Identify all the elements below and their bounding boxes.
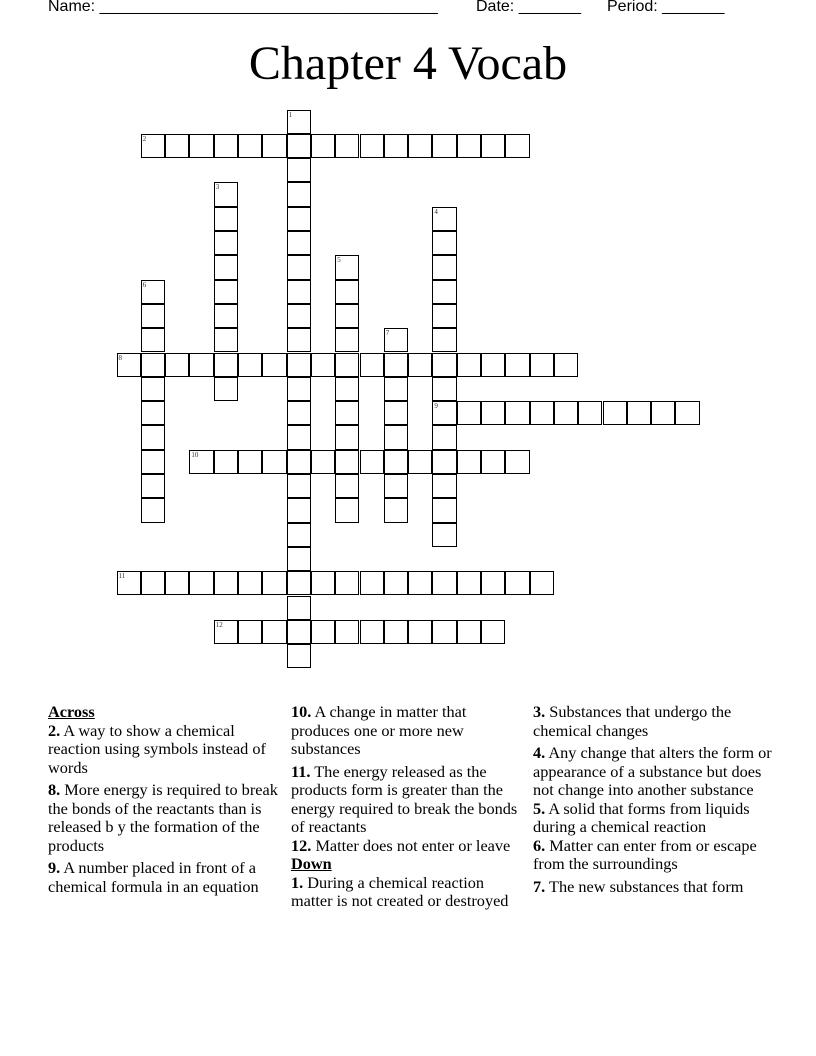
crossword-cell[interactable]: [505, 353, 529, 377]
crossword-cell[interactable]: [141, 328, 165, 352]
crossword-cell[interactable]: [165, 571, 189, 595]
date-field-label: Date: _______: [476, 0, 581, 15]
clue-number-label: 5: [337, 256, 341, 265]
clue-number-label: 6: [142, 280, 147, 289]
crossword-cell[interactable]: [238, 134, 262, 158]
clue-number-label: 9: [434, 402, 438, 411]
crossword-cell[interactable]: [432, 377, 456, 401]
clues-column-3: [533, 703, 773, 900]
crossword-cell[interactable]: [311, 571, 335, 595]
clue-number-label: 11: [118, 572, 126, 581]
crossword-cell[interactable]: [287, 110, 311, 134]
crossword-cell[interactable]: [335, 401, 359, 425]
crossword-cell[interactable]: [335, 474, 359, 498]
crossword-cell[interactable]: [432, 280, 456, 304]
crossword-cell[interactable]: [384, 377, 408, 401]
clue-across-11: [291, 763, 521, 837]
crossword-cell[interactable]: [141, 498, 165, 522]
crossword-cell[interactable]: [117, 571, 141, 595]
crossword-cell[interactable]: [505, 401, 529, 425]
crossword-cell[interactable]: [432, 498, 456, 522]
crossword-cell[interactable]: [360, 450, 384, 474]
crossword-cell[interactable]: [214, 207, 238, 231]
crossword-cell[interactable]: [335, 620, 359, 644]
crossword-cell[interactable]: [432, 353, 456, 377]
clue-text: The energy released as the products form is greater than the energy required to break the bonds of reactants: [291, 761, 518, 836]
page-title: Chapter 4 Vocab: [248, 37, 568, 90]
crossword-cell[interactable]: [287, 255, 311, 279]
crossword-cell[interactable]: [432, 523, 456, 547]
crossword-cell[interactable]: [287, 596, 311, 620]
crossword-cell[interactable]: [141, 474, 165, 498]
crossword-cell[interactable]: [141, 571, 165, 595]
crossword-cell[interactable]: [408, 450, 432, 474]
crossword-cell[interactable]: [311, 450, 335, 474]
crossword-cell[interactable]: [360, 353, 384, 377]
crossword-cell[interactable]: [384, 474, 408, 498]
crossword-cell[interactable]: [287, 182, 311, 206]
crossword-cell[interactable]: [384, 353, 408, 377]
crossword-cell[interactable]: [384, 401, 408, 425]
clue-number: 12.: [291, 835, 312, 855]
clue-number: 7.: [533, 876, 546, 896]
crossword-cell[interactable]: [311, 353, 335, 377]
clue-text: A way to show a chemical reaction using symbols instead of words: [48, 720, 266, 777]
crossword-cell[interactable]: [214, 182, 238, 206]
crossword-cell[interactable]: [141, 401, 165, 425]
crossword-cell[interactable]: [141, 134, 165, 158]
crossword-cell[interactable]: [287, 328, 311, 352]
crossword-cell[interactable]: [287, 353, 311, 377]
crossword-cell[interactable]: [335, 280, 359, 304]
crossword-cell[interactable]: [214, 134, 238, 158]
crossword-cell[interactable]: [214, 231, 238, 255]
crossword-cell[interactable]: [214, 255, 238, 279]
across-heading: Across: [48, 702, 95, 721]
crossword-cell[interactable]: [432, 304, 456, 328]
crossword-cell[interactable]: [287, 401, 311, 425]
clue-across-2: [48, 722, 284, 778]
crossword-cell[interactable]: [432, 425, 456, 449]
clue-number-label: 8: [118, 353, 122, 362]
clue-text: A number placed in front of a chemical formula in an equation: [48, 858, 259, 896]
crossword-cell[interactable]: [651, 401, 675, 425]
crossword-cell[interactable]: [262, 353, 286, 377]
crossword-cell[interactable]: [287, 571, 311, 595]
crossword-cell[interactable]: [214, 450, 238, 474]
clue-text: Matter can enter from or escape from the surroundings: [533, 835, 757, 873]
crossword-cell[interactable]: [554, 353, 578, 377]
clue-across-12: [291, 837, 521, 856]
clue-number-label: 12: [215, 620, 223, 629]
crossword-cell[interactable]: [214, 280, 238, 304]
crossword-cell[interactable]: [481, 450, 505, 474]
crossword-cell[interactable]: [287, 644, 311, 668]
clue-number: 8.: [48, 780, 61, 799]
crossword-cell[interactable]: [311, 620, 335, 644]
crossword-cell[interactable]: [287, 231, 311, 255]
clue-down-5: [533, 800, 773, 837]
clue-number: 3.: [533, 702, 546, 721]
crossword-cell[interactable]: [578, 401, 602, 425]
clue-number-label: 3: [215, 183, 220, 192]
crossword-cell[interactable]: [165, 134, 189, 158]
down-heading: Down: [291, 854, 332, 873]
crossword-cell[interactable]: [360, 571, 384, 595]
clue-number: 9.: [48, 858, 61, 877]
crossword-cell[interactable]: [141, 353, 165, 377]
crossword-cell[interactable]: [141, 425, 165, 449]
crossword-cell[interactable]: [481, 353, 505, 377]
clue-number-label: 4: [434, 207, 438, 216]
crossword-cell[interactable]: [287, 425, 311, 449]
clue-text: The new substances that form: [549, 876, 744, 896]
clue-down-1: [291, 874, 521, 911]
crossword-cell[interactable]: [432, 328, 456, 352]
crossword-cell[interactable]: [262, 134, 286, 158]
crossword-cell[interactable]: [408, 353, 432, 377]
crossword-cell[interactable]: [457, 450, 481, 474]
clue-number: 5.: [533, 798, 546, 818]
crossword-cell[interactable]: [287, 620, 311, 644]
crossword-cell[interactable]: [117, 353, 141, 377]
crossword-cell[interactable]: [384, 328, 408, 352]
crossword-cell[interactable]: [408, 620, 432, 644]
crossword-cell[interactable]: [457, 353, 481, 377]
crossword-cell[interactable]: [214, 328, 238, 352]
crossword-cell[interactable]: [481, 134, 505, 158]
crossword-cell[interactable]: [335, 377, 359, 401]
crossword-cell[interactable]: [262, 571, 286, 595]
clue-number: 10.: [291, 702, 312, 721]
crossword-cell[interactable]: [505, 571, 529, 595]
crossword-cell[interactable]: [432, 134, 456, 158]
crossword-cell[interactable]: [214, 304, 238, 328]
crossword-cell[interactable]: [505, 450, 529, 474]
clue-number-label: 1: [288, 110, 293, 119]
crossword-cell[interactable]: [214, 377, 238, 401]
crossword-cell[interactable]: [432, 571, 456, 595]
clue-number: 1.: [291, 872, 304, 892]
crossword-cell[interactable]: [457, 571, 481, 595]
crossword-cell[interactable]: [384, 425, 408, 449]
crossword-cell[interactable]: [287, 304, 311, 328]
crossword-cell[interactable]: [335, 450, 359, 474]
clue-text: Matter does not enter or leave: [315, 835, 511, 855]
clue-text: A change in matter that produces one or more new substances: [291, 702, 467, 758]
crossword-cell[interactable]: [262, 620, 286, 644]
crossword-cell[interactable]: [360, 134, 384, 158]
clue-number: 2.: [48, 720, 61, 740]
crossword-cell[interactable]: [481, 571, 505, 595]
crossword-cell[interactable]: [238, 571, 262, 595]
crossword-cell[interactable]: [432, 255, 456, 279]
crossword-cell[interactable]: [408, 134, 432, 158]
crossword-cell[interactable]: [165, 353, 189, 377]
crossword-cell[interactable]: [189, 450, 213, 474]
clue-down-4: [533, 744, 773, 800]
crossword-cell[interactable]: [287, 377, 311, 401]
crossword-cell[interactable]: [287, 207, 311, 231]
name-field-label: Name: ______________________________________: [48, 0, 438, 15]
crossword-cell[interactable]: [457, 620, 481, 644]
crossword-cell[interactable]: [335, 304, 359, 328]
crossword-cell[interactable]: [287, 547, 311, 571]
crossword-cell[interactable]: [141, 304, 165, 328]
clue-number: 11.: [291, 761, 311, 781]
clue-number-label: 7: [385, 329, 390, 338]
clue-across-8: [48, 781, 284, 855]
crossword-cell[interactable]: [384, 498, 408, 522]
crossword-cell[interactable]: [457, 401, 481, 425]
crossword-cell[interactable]: [238, 450, 262, 474]
crossword-cell[interactable]: [287, 498, 311, 522]
crossword-cell[interactable]: [141, 450, 165, 474]
crossword-cell[interactable]: [214, 571, 238, 595]
clue-number: 4.: [533, 743, 546, 762]
clue-text: A solid that forms from liquids during a chemical reaction: [533, 798, 750, 836]
clues-column-1: [48, 703, 284, 900]
crossword-cell[interactable]: [432, 231, 456, 255]
crossword-cell[interactable]: [335, 498, 359, 522]
clue-text: Substances that undergo the chemical changes: [533, 702, 732, 740]
crossword-cell[interactable]: [603, 401, 627, 425]
crossword-cell[interactable]: [675, 401, 699, 425]
clue-across-9: [48, 859, 284, 896]
clue-down-6: [533, 837, 773, 874]
crossword-cell[interactable]: [262, 450, 286, 474]
crossword-cell[interactable]: [384, 134, 408, 158]
clue-text: Any change that alters the form or appearance of a substance but does not change into another substance: [533, 743, 772, 799]
clues-column-2: [291, 703, 521, 915]
crossword-cell[interactable]: [287, 134, 311, 158]
clue-text: During a chemical reaction matter is not created or destroyed: [291, 872, 509, 910]
crossword-cell[interactable]: [505, 134, 529, 158]
crossword-cell[interactable]: [335, 353, 359, 377]
crossword-cell[interactable]: [530, 571, 554, 595]
crossword-cell[interactable]: [287, 474, 311, 498]
crossword-cell[interactable]: [189, 134, 213, 158]
crossword-cell[interactable]: [481, 620, 505, 644]
crossword-cell[interactable]: [554, 401, 578, 425]
crossword-cell[interactable]: [335, 255, 359, 279]
crossword-cell[interactable]: [141, 377, 165, 401]
crossword-cell[interactable]: [287, 158, 311, 182]
crossword-cell[interactable]: [432, 474, 456, 498]
crossword-cell[interactable]: [408, 571, 432, 595]
clue-down-7: [533, 878, 773, 897]
crossword-cell[interactable]: [335, 328, 359, 352]
crossword-cell[interactable]: [457, 134, 481, 158]
crossword-cell[interactable]: [287, 280, 311, 304]
clue-across-10: [291, 703, 521, 759]
crossword-cell[interactable]: [238, 353, 262, 377]
crossword-cell[interactable]: [311, 134, 335, 158]
crossword-cell[interactable]: [384, 571, 408, 595]
period-field-label: Period: _______: [607, 0, 725, 15]
crossword-cell[interactable]: [481, 401, 505, 425]
crossword-cell[interactable]: [530, 353, 554, 377]
clue-number-label: 10: [191, 450, 199, 459]
crossword-cell[interactable]: [214, 620, 238, 644]
crossword-cell[interactable]: [432, 401, 456, 425]
crossword-cell[interactable]: [432, 450, 456, 474]
crossword-cell[interactable]: [627, 401, 651, 425]
crossword-cell[interactable]: [141, 280, 165, 304]
crossword-cell[interactable]: [432, 620, 456, 644]
crossword-cell[interactable]: [287, 450, 311, 474]
crossword-cell[interactable]: [189, 571, 213, 595]
crossword-cell[interactable]: [384, 620, 408, 644]
crossword-cell[interactable]: [238, 620, 262, 644]
clue-down-3: [533, 703, 773, 740]
crossword-cell[interactable]: [384, 450, 408, 474]
crossword-cell[interactable]: [335, 134, 359, 158]
crossword-cell[interactable]: [214, 353, 238, 377]
crossword-cell[interactable]: [530, 401, 554, 425]
crossword-cell[interactable]: [432, 207, 456, 231]
crossword-cell[interactable]: [360, 620, 384, 644]
crossword-cell[interactable]: [335, 571, 359, 595]
crossword-cell[interactable]: [189, 353, 213, 377]
crossword-cell[interactable]: [335, 425, 359, 449]
clue-text: More energy is required to break the bonds of the reactants than is released b y the formation of the products: [48, 780, 278, 855]
clue-number: 6.: [533, 835, 546, 855]
crossword-cell[interactable]: [287, 523, 311, 547]
clue-number-label: 2: [142, 134, 147, 143]
